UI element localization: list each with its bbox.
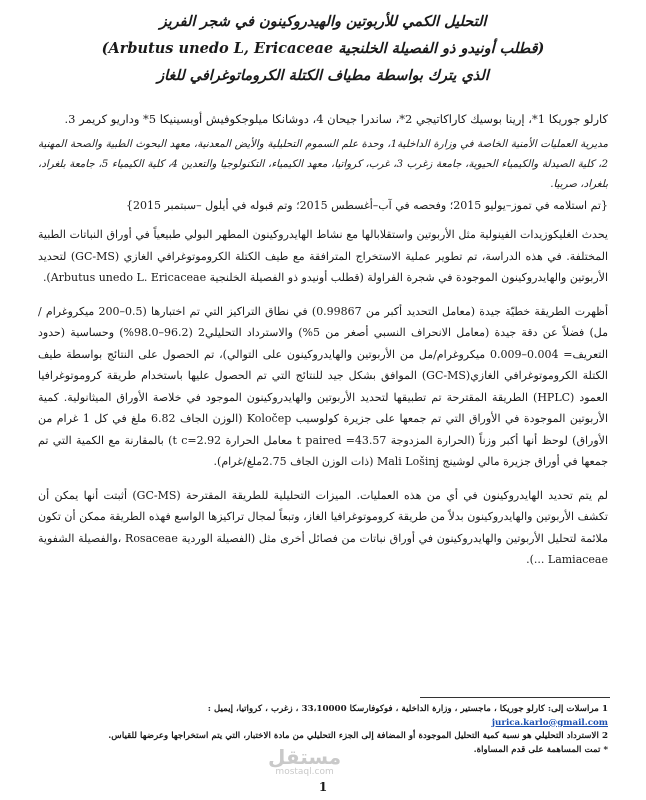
affiliations: مديرية العمليات الأمنية الخاصة في وزارة الداخلية1، وحدة علم السموم التحليلية والأيض المعدنية، معهد البحوث الطبية والصحة المهنية 2، كلية الصيدلة والكيمياء الحيوية، جامعة زغرب 3، غرب، كرواتيا، معهد الكيمياء، التكنولوجيا والتعدين 4، كلية الكيمياء 5، جامعة بلغراد، بلغراد، صربيا.: [38, 138, 608, 190]
author-email-link[interactable]: jurica.karlo@gmail.com: [491, 717, 608, 728]
author-list: كارلو جوريكا 1*، إرينا بوسيك كاراكاتيجي 2*، ساندرا جيحان 4، دوشانكا ميلوجكوفيش أوبسينيكا 5* وداريو كريمر 3.: [64, 112, 608, 126]
footnote-separator: [420, 697, 610, 698]
title-line-3: الذي يترك بواسطة مطياف الكتلة الكروماتوغرافي للغاز: [157, 67, 489, 84]
mostaql-watermark: [268, 747, 341, 777]
abstract-paragraph-1: يحدث الغليكوزيدات الفينولية مثل الأربوتين واستقلابالها مع نشاط الهايدروكينون المطهر البولي طبيعياً في أوراق النباتات الطبية المختلفة. في هذه الدراسة، تم تطوير عملية الاستخراج المترافقة مع طيف الكتلة الكروموتوغرافي الغازي (GC-MS) لتحديد الأربوتين والهايدروكينون الموجودة في شجرة الفراولة (قطلب أونيدو ذو الفصيلة الخلنجية Arbutus unedo L. Ericaceae).: [38, 228, 608, 284]
title-line-1: التحليل الكمي للأربوتين والهيدروكينون في شجر الفريز: [159, 13, 487, 30]
watermark-latin: mostaql.com: [275, 767, 334, 777]
footnote-3: * تمت المساهمة على قدم المساواة.: [473, 744, 608, 755]
watermark-arabic: مستقل: [268, 745, 342, 769]
footnote-1: 1 مراسلات إلى: كارلو جوريكا ، ماجستير ، وزارة الداخلية ، فوكوفارسكا 33،10000 ، زغرب ، كرواتيا، إيميل :: [207, 704, 608, 714]
submission-dates: {تم استلامه في تموز–يوليو 2015؛ وفحصه في آب–أغسطس 2015؛ وتم قبوله في أيلول –سبتمبر 2015}: [125, 199, 608, 212]
title-line-2: (قطلب أونيدو ذو الفصيلة الخلنجية Arbutus unedo L, Ericaceae): [101, 40, 545, 57]
paper-title: [0, 8, 646, 89]
footnote-2: 2 الاسترداد التحليلي هو نسبة كمية التحليل الموجودة أو المضافة إلى الجزء التحليلي من مادة الاختبار، التي يتم استخراجها وعرضها للقياس.: [108, 731, 608, 741]
abstract-paragraph-3: لم يتم تحديد الهايدروكينون في أي من هذه العمليات. الميزات التحليلية للطريقة المقترحة (GC-MS) أثبتت أنها يمكن أن تكشف الأربوتين والهايدروكينون بدلاً من طريقة كروموتوغرافيا الغاز، وتبعاً لمجال تراكيزها الواسع فهذه الطريقة ممكن أن تكون ملائمة لتحليل الأربوتين والهايدروكينون في أوراق نباتات من فصائل أخرى مثل (الفصيلة الوردية Rosaceae ،والفصيلة الشفوية Lamiaceae ...).: [38, 488, 608, 566]
page-number: 1: [318, 780, 328, 794]
abstract-paragraph-2: أظهرت الطريقة خطيّة جيدة (معامل التحديد أكبر من 0.99867) في نطاق التراكيز التي تم اختبارها (0.5–200 ميكروغرام /مل) فضلاً عن دقة جيدة (معامل الانحراف النسبي أصغر من 5%) والاسترداد التحليلي2 (96.2–98.0%) وحساسية (حدود التعريف= 0.004–0.009 ميكروغرام/مل من الأربوتين والهايدروكينون على التوالي)، تم الحصول على النتائج بواسطة طيف الكتلة الكروموتوغرافي الغازي(GC-MS) الموافق بشكل جيد للنتائج التي تم الحصول عليها باستخدام طريقة كروموتوغرافيا العمود (HPLC) الطريقة المقترحة تم تطبيقها لتحديد الأربوتين والهايدروكينون الموجود في خلاصة الأوراق الميثانولية. كمية الأربوتين الموجودة في الأوراق التي تم جمعها على جزيرة كولوسيب Koločep (الوزن الجاف 6.82 ملغ في كل 1 غرام من الأوراق) لوحظ أنها أكبر وزناً (الحرارة المزدوجة t paired =43.57 معامل الحرارة t c=2.92) بالمقارنة مع الكمية التي تم جمعها في أوراق جزيرة مالي لوشينج Mali Lošinj (ذات الوزن الجاف 2.75ملغ/غرام).: [38, 304, 609, 468]
